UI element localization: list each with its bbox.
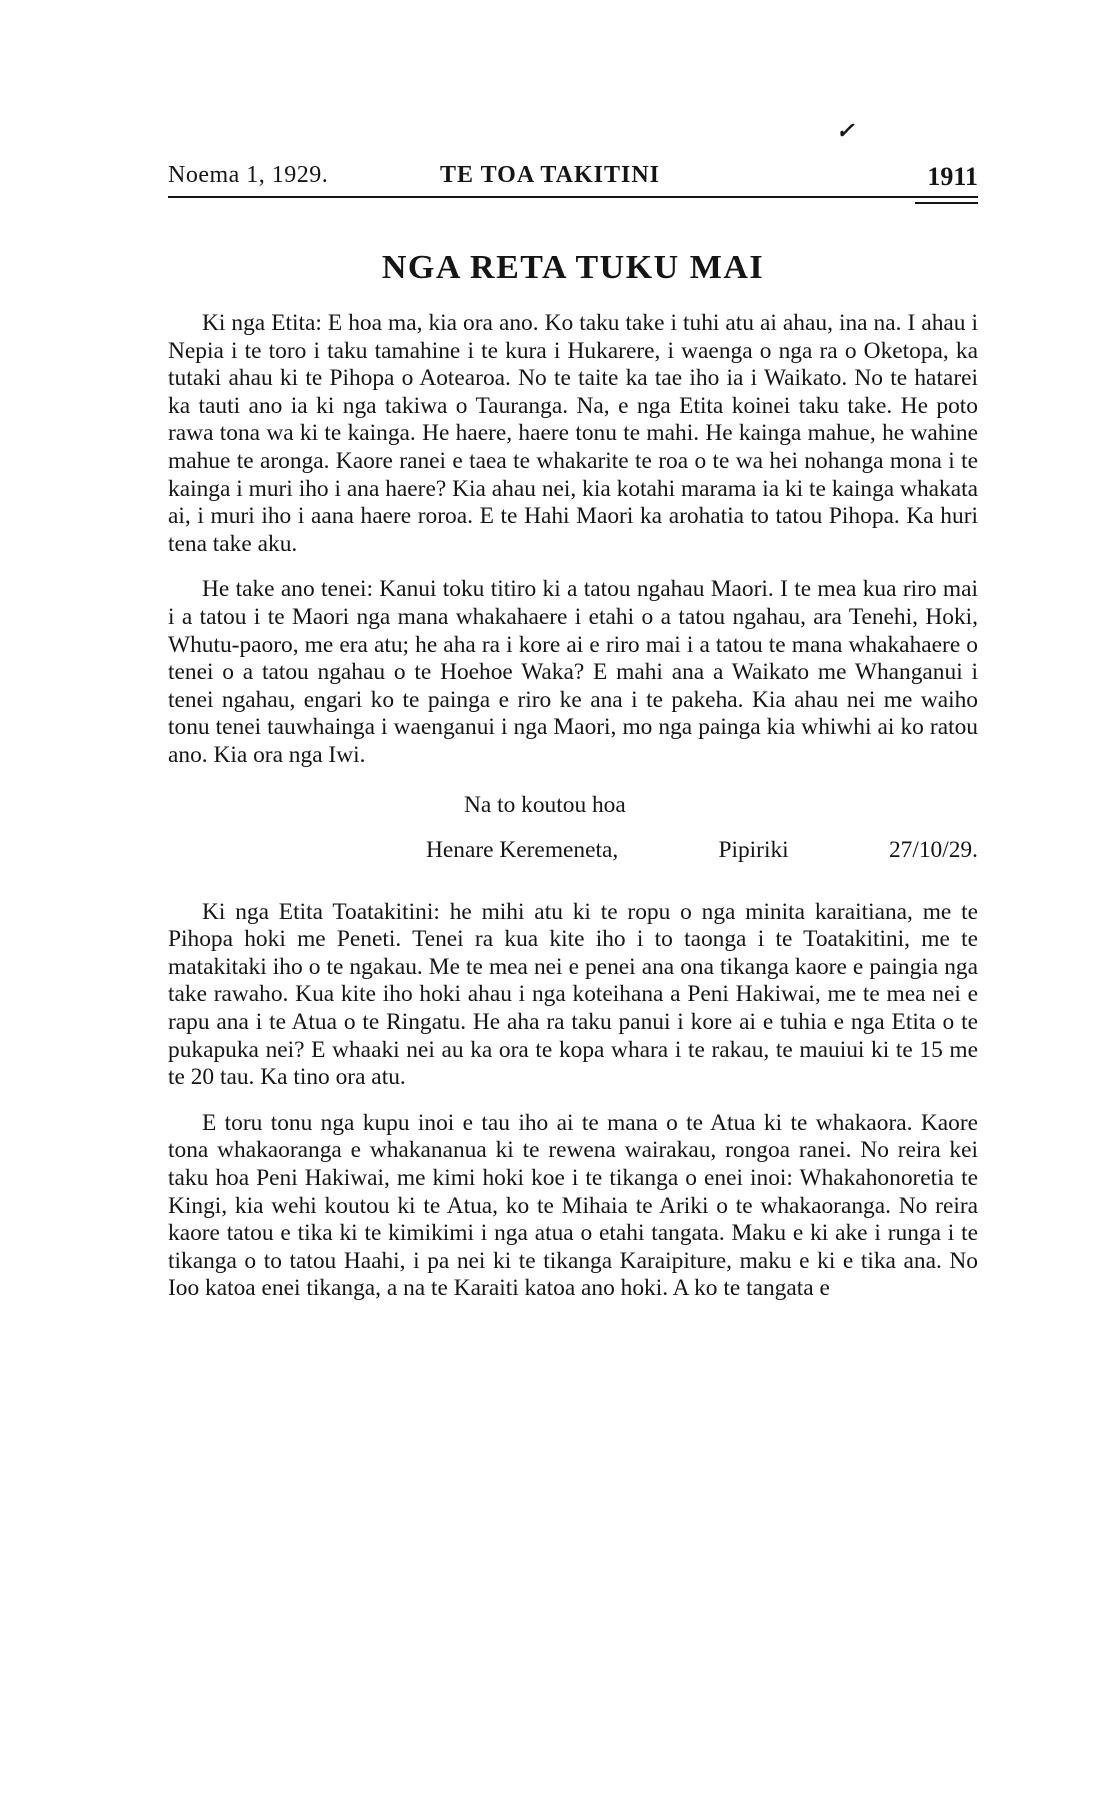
letter1-paragraph-1: Ki nga Etita: E hoa ma, kia ora ano. Ko taku take i tuhi atu ai ahau, ina na. I ahau i Nepia i te toro i taku tamahine i te kura i Hukarere, i waenga o nga ra o Oketopa, ka tutaki ahau ki te Pihopa o Aotearoa. No te taite ka tae iho ia i Waikato. No te hatarei ka tauti ano ia ki nga takiwa o Tauranga. Na, e nga Etita koinei taku take. He poto rawa tona wa ki te kainga. He haere, haere tonu te mahi. He kainga mahue, he wahine mahue te aronga. Kaore ranei e taea te whakarite te roa o te wa hei nohanga mona i te kainga i muri iho i ana haere? Kia ahau nei, kia kotahi marama ia ki te kainga whakata ai, i muri iho i aana haere roroa. E te Hahi Maori ka arohatia to tatou Pihopa. Ka huri tena take aku.: [168, 310, 978, 557]
page-number-underline: [915, 202, 978, 204]
letter1-author: Henare Keremeneta,: [426, 837, 619, 864]
issue-date: Noema 1, 1929.: [168, 162, 329, 188]
handwritten-tick-mark: ✓: [836, 118, 855, 143]
header-rule: [168, 196, 978, 198]
letter1-place: Pipiriki: [718, 837, 789, 864]
article-body: [168, 238, 978, 1303]
running-header: [168, 162, 978, 198]
article-title: NGA RETA TUKU MAI: [381, 249, 765, 286]
page-number: 1911: [927, 162, 978, 191]
letter1-signature: [426, 837, 978, 865]
letter1-date: 27/10/29.: [888, 837, 978, 864]
letter2-paragraph-2: E toru tonu nga kupu inoi e tau iho ai te mana o te Atua ki te whakaora. Kaore tona whakaoranga e whakananua ki te rewena wairakau, rongoa ranei. No reira kei taku hoa Peni Hakiwai, me kimi hoki koe i te tikanga o enei inoi: Whakahonoretia te Kingi, kia wehi koutou ki te Atua, ko te Mihaia te Ariki o te whakaoranga. No reira kaore tatou e tika ki te kimikimi i nga atua o etahi tangata. Maku e ki ake i runga i te tikanga o to tatou Haahi, i pa nei ki te tikanga Karaipiture, maku e ki e tika ana. No Ioo katoa enei tikanga, a na te Karaiti katoa ano hoki. A ko te tangata e: [168, 1109, 978, 1302]
publication-title: TE TOA TAKITINI: [440, 162, 660, 188]
letter1-closing: Na to koutou hoa: [464, 791, 626, 818]
letter2-paragraph-1: Ki nga Etita Toatakitini: he mihi atu ki te ropu o nga minita karaitiana, me te Pihopa hoki me Peneti. Tenei ra kua kite iho i to taonga i te Toatakitini, me te matakitaki iho o te ngakau. Me te mea nei e penei ana ona tikanga kaore e paingia nga take rawaho. Kua kite iho hoki ahau i nga koteihana a Peni Hakiwai, me te mea nei e rapu ana i te Atua o te Ringatu. He aha ra taku panui i kore ai e tuhia e nga Etita o te pukapuka nei? E whaaki nei au ka ora te kopa whara i te rakau, te mauiui ki te 15 me te 20 tau. Ka tino ora atu.: [168, 898, 978, 1091]
letter1-paragraph-2: He take ano tenei: Kanui toku titiro ki a tatou ngahau Maori. I te mea kua riro mai i a tatou i te Maori nga mana whakahaere i etahi o a tatou ngahau, ara Tenehi, Hoki, Whutu-paoro, me era atu; he aha ra i kore ai e riro mai i a tatou te mana whakahaere o tenei o a tatou ngahau o te Hoehoe Waka? E mahi ana a Waikato me Whanganui i tenei ngahau, engari ko te painga e riro ke ana i te pakeha. Kia ahau nei me waiho tonu tenei tauwhainga i waenganui i nga Maori, mo nga painga kia whiwhi ai ko ratou ano. Kia ora nga Iwi.: [168, 576, 978, 768]
